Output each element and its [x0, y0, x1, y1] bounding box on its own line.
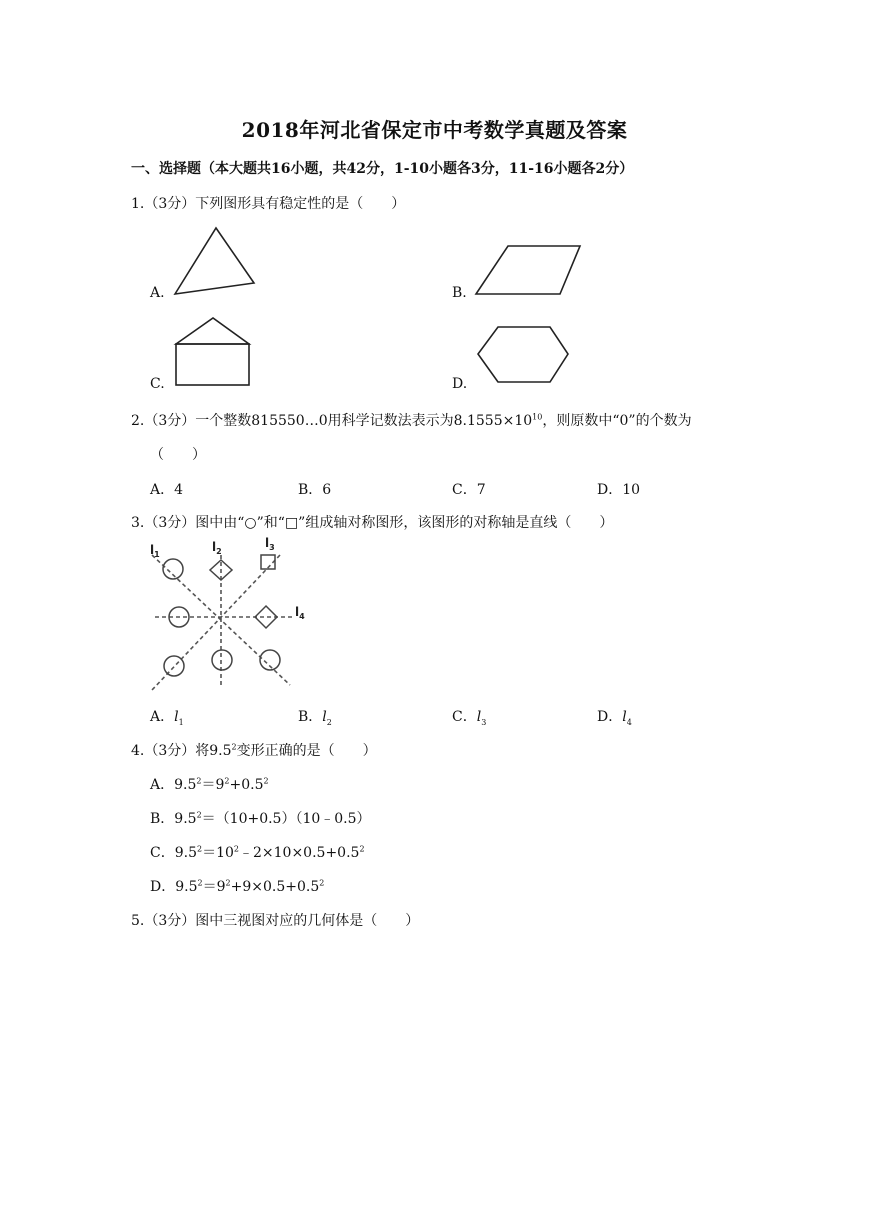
q1-parallelogram-figure — [470, 240, 585, 298]
page-title: 2018年河北省保定市中考数学真题及答案 — [241, 118, 628, 142]
q2-option-a: A．4 — [150, 482, 184, 498]
q3-fig-label-l1: $l_1$ — [150, 543, 160, 559]
q1-option-d-label: D. — [452, 376, 468, 392]
question-5-stem: 5.（3分）图中三视图对应的几何体是（ ） — [131, 913, 420, 929]
section-heading: 一、选择题（本大题共16小题，共42分，1-10小题各3分，11-16小题各2分） — [131, 161, 634, 177]
q3-option-b: B．$l_2$ — [298, 709, 332, 727]
q3-fig-label-l2: $l_2$ — [212, 540, 222, 556]
question-2-stem — [131, 410, 692, 430]
q3-fig-label-l3: $l_3$ — [265, 536, 275, 552]
q4-option-d: D．$9.5^2=9^2+9\times 0.5+0.5^2$ — [150, 878, 325, 895]
q1-option-c-label: C. — [150, 376, 165, 392]
q3-option-d: D．$l_4$ — [597, 709, 632, 727]
q4-option-a: A．$9.5^2=9^2+0.5^2$ — [150, 776, 269, 793]
q3-fig-label-l4: $l_4$ — [295, 605, 305, 621]
q4-option-b: B．$9.5^2=(10+0.5)(10﹣0.5)$ — [150, 810, 371, 827]
question-1-stem: 1.（3分）下列图形具有稳定性的是（ ） — [131, 196, 406, 212]
q2-option-c: C．7 — [452, 482, 486, 498]
question-4-stem: 4.（3分）将$9.5^2$变形正确的是（ ） — [131, 742, 377, 759]
q1-hexagon-figure — [472, 322, 572, 387]
q2-option-d: D．10 — [597, 482, 641, 498]
q3-option-a: A．$l_1$ — [150, 709, 184, 727]
q1-pentagon-house-figure — [170, 315, 255, 390]
q1-triangle-figure — [170, 225, 260, 300]
q4-option-c: C．$9.5^2=10^2﹣2\times 10\times 0.5+0.5^2$ — [150, 844, 365, 861]
q3-option-c: C．$l_3$ — [452, 709, 487, 727]
q1-option-a-label: A. — [150, 285, 165, 301]
q2-answer-paren: （ ） — [150, 447, 206, 463]
q3-symmetry-figure — [140, 535, 315, 695]
question-3-stem: 3.（3分）图中由“○”和“□”组成轴对称图形，该图形的对称轴是直线（ ） — [131, 515, 614, 531]
q2-option-b: B．6 — [298, 482, 332, 498]
q1-option-b-label: B. — [452, 285, 467, 301]
q2-stem-exponent: 10 — [532, 412, 543, 422]
q2-stem-suffix: ，则原数中“0”的个数为 — [542, 413, 692, 429]
q2-stem-prefix: 2.（3分）一个整数815550…0用科学记数法表示为8.1555×10 — [131, 413, 533, 429]
